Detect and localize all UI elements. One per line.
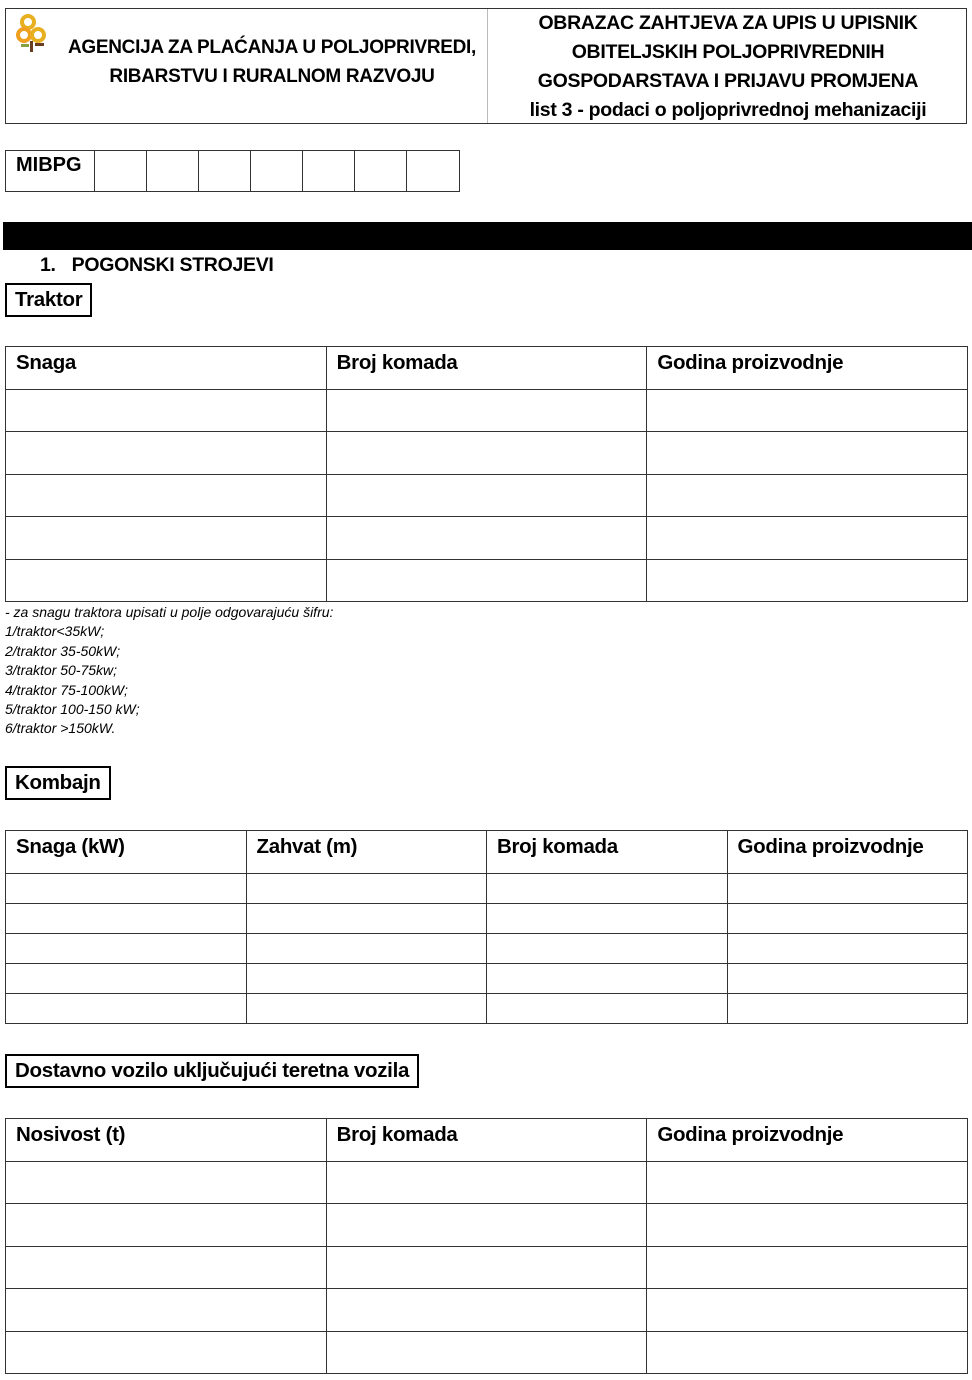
table-row: [6, 904, 968, 934]
input-cell[interactable]: [647, 1331, 968, 1373]
column-header: Snaga: [6, 347, 327, 390]
input-cell[interactable]: [727, 904, 968, 934]
input-cell[interactable]: [647, 474, 968, 516]
input-cell[interactable]: [326, 390, 647, 432]
input-cell[interactable]: [6, 432, 327, 474]
column-header: Godina proizvodnje: [647, 1119, 968, 1162]
column-header: Nosivost (t): [6, 1119, 327, 1162]
column-header: Godina proizvodnje: [647, 347, 968, 390]
table-row: [6, 517, 968, 559]
kombajn-table: [5, 830, 968, 1024]
section-bar: [3, 222, 972, 250]
input-cell[interactable]: [6, 1162, 327, 1204]
note-line: 3/traktor 50-75kw;: [5, 662, 118, 679]
traktor-label: Traktor: [5, 283, 92, 317]
table-row: [6, 934, 968, 964]
input-cell[interactable]: [326, 1204, 647, 1246]
mibpg-digit-cell[interactable]: [407, 151, 459, 191]
input-cell[interactable]: [6, 390, 327, 432]
input-cell[interactable]: [6, 1331, 327, 1373]
table-row: [6, 1246, 968, 1288]
table-row: [6, 1331, 968, 1373]
agency-name: [52, 33, 492, 91]
agency-line-1: AGENCIJA ZA PLAĆANJA U POLJOPRIVREDI,: [67, 37, 476, 58]
input-cell[interactable]: [6, 1204, 327, 1246]
table-row: [6, 1162, 968, 1204]
mibpg-digit-cell[interactable]: [355, 151, 407, 191]
input-cell[interactable]: [487, 934, 728, 964]
input-cell[interactable]: [246, 904, 487, 934]
input-cell[interactable]: [647, 432, 968, 474]
agency-line-2: RIBARSTVU I RURALNOM RAZVOJU: [109, 66, 435, 87]
input-cell[interactable]: [6, 517, 327, 559]
table-row: [6, 994, 968, 1024]
mibpg-digit-cell[interactable]: [199, 151, 251, 191]
input-cell[interactable]: [487, 904, 728, 934]
note-line: 2/traktor 35-50kW;: [5, 642, 121, 659]
column-header: Godina proizvodnje: [727, 831, 968, 874]
mibpg-label: MIBPG: [6, 151, 95, 191]
title-line: OBRAZAC ZAHTJEVA ZA UPIS U UPISNIK: [538, 12, 918, 34]
dostavno-table: [5, 1118, 968, 1374]
mibpg-digit-cell[interactable]: [251, 151, 303, 191]
input-cell[interactable]: [6, 1289, 327, 1331]
dostavno-label: Dostavno vozilo uključujući teretna vozila: [5, 1054, 419, 1088]
input-cell[interactable]: [727, 994, 968, 1024]
mibpg-digit-cell[interactable]: [147, 151, 199, 191]
input-cell[interactable]: [246, 994, 487, 1024]
input-cell[interactable]: [326, 1289, 647, 1331]
input-cell[interactable]: [6, 1246, 327, 1288]
input-cell[interactable]: [326, 517, 647, 559]
input-cell[interactable]: [326, 1162, 647, 1204]
input-cell[interactable]: [487, 994, 728, 1024]
title-line: OBITELJSKIH POLJOPRIVREDNIH: [571, 41, 885, 63]
table-header-row: [6, 347, 968, 390]
input-cell[interactable]: [6, 964, 247, 994]
table-row: [6, 432, 968, 474]
input-cell[interactable]: [647, 1204, 968, 1246]
input-cell[interactable]: [647, 1289, 968, 1331]
form-title: [488, 9, 968, 125]
input-cell[interactable]: [6, 934, 247, 964]
input-cell[interactable]: [727, 874, 968, 904]
table-row: [6, 874, 968, 904]
table-row: [6, 1204, 968, 1246]
note-line: 5/traktor 100-150 kW;: [5, 701, 140, 718]
input-cell[interactable]: [647, 559, 968, 601]
input-cell[interactable]: [6, 904, 247, 934]
input-cell[interactable]: [487, 874, 728, 904]
kombajn-label: Kombajn: [5, 766, 111, 800]
input-cell[interactable]: [326, 432, 647, 474]
note-line: 4/traktor 75-100kW;: [5, 681, 128, 698]
table-header-row: [6, 831, 968, 874]
input-cell[interactable]: [326, 1246, 647, 1288]
title-line: GOSPODARSTAVA I PRIJAVU PROMJENA: [537, 70, 919, 92]
mibpg-digit-cell[interactable]: [95, 151, 147, 191]
input-cell[interactable]: [326, 1331, 647, 1373]
input-cell[interactable]: [6, 559, 327, 601]
input-cell[interactable]: [647, 1246, 968, 1288]
column-header: Zahvat (m): [246, 831, 487, 874]
table-row: [6, 964, 968, 994]
input-cell[interactable]: [647, 390, 968, 432]
input-cell[interactable]: [727, 934, 968, 964]
agency-logo: [15, 13, 51, 53]
note-line: - za snagu traktora upisati u polje odgovarajuću šifru:: [5, 604, 334, 620]
input-cell[interactable]: [326, 559, 647, 601]
input-cell[interactable]: [326, 474, 647, 516]
section-number: 1.: [40, 254, 56, 276]
section-title: POGONSKI STROJEVI: [71, 254, 274, 276]
input-cell[interactable]: [6, 474, 327, 516]
input-cell[interactable]: [647, 517, 968, 559]
table-row: [6, 559, 968, 601]
note-line: 1/traktor<35kW;: [5, 623, 105, 640]
input-cell[interactable]: [647, 1162, 968, 1204]
form-header: [5, 8, 967, 124]
title-line: list 3 - podaci o poljoprivrednoj mehanizaciji: [529, 99, 927, 121]
traktor-notes: [5, 603, 333, 739]
section-heading: [40, 254, 290, 277]
input-cell[interactable]: [6, 994, 247, 1024]
table-row: [6, 1289, 968, 1331]
input-cell[interactable]: [487, 964, 728, 994]
table-header-row: [6, 1119, 968, 1162]
column-header: Snaga (kW): [6, 831, 247, 874]
table-row: [6, 390, 968, 432]
input-cell[interactable]: [246, 964, 487, 994]
input-cell[interactable]: [6, 874, 247, 904]
mibpg-digit-cell[interactable]: [303, 151, 355, 191]
column-header: Broj komada: [326, 1119, 647, 1162]
column-header: Broj komada: [326, 347, 647, 390]
input-cell[interactable]: [246, 934, 487, 964]
traktor-table: [5, 346, 968, 602]
note-line: 6/traktor >150kW.: [5, 720, 116, 737]
mibpg-field: [5, 150, 460, 192]
input-cell[interactable]: [727, 964, 968, 994]
column-header: Broj komada: [487, 831, 728, 874]
input-cell[interactable]: [246, 874, 487, 904]
table-row: [6, 474, 968, 516]
